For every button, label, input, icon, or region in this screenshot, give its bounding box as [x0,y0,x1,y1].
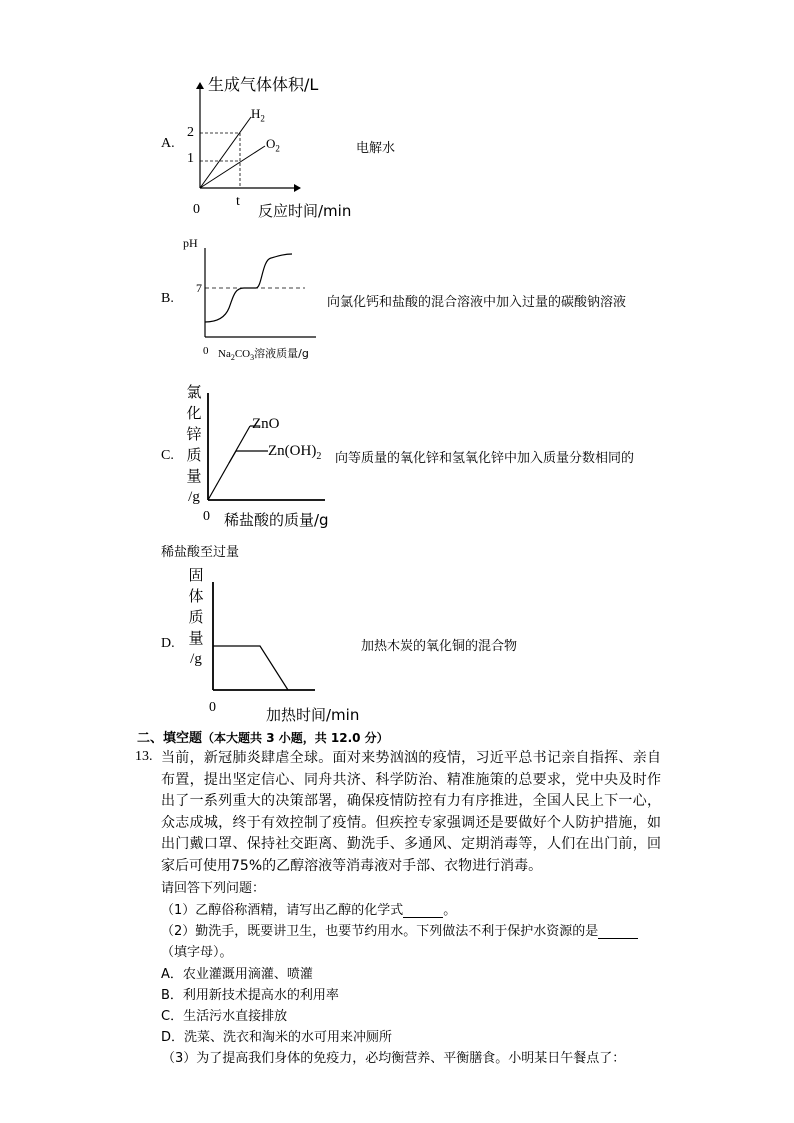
sub-question-2: （2）勤洗手，既要讲卫生，也要节约用水。下列做法不利于保护水资源的是 [161,920,638,939]
option-c-description: 向等质量的氧化锌和氢氧化锌中加入质量分数相同的 [335,451,635,466]
option-b-letter: B. [161,291,174,306]
section-header [137,727,389,746]
option-a-h2-label: $H_2$ [251,106,265,124]
option-d-xlabel: 加热时间/min [266,706,360,724]
option-c-znoh2-label: $Zn(OH)_2$ [268,443,322,462]
option-c-origin: 0 [203,509,210,524]
option-d-ylabel: 固 体 质 量 /g [188,566,204,667]
option-a-origin: 0 [193,202,200,217]
question-number: 13. [135,749,153,764]
choice-c: C．生活污水直接排放 [161,1009,288,1024]
choice-a: A．农业灌溉用滴灌、喷灌 [161,967,313,982]
option-a-letter: A. [161,136,175,151]
choice-d: D．洗菜、洗衣和淘米的水可用来冲厕所 [161,1030,393,1045]
option-c-letter: C. [161,448,174,463]
option-d-description: 加热木炭的氧化铜的混合物 [361,639,518,654]
option-a-tick-1: 1 [187,151,194,166]
option-b-ylabel: pH [183,236,198,250]
option-d-letter: D. [161,636,175,651]
question-paragraph: 当前，新冠肺炎肆虐全球。面对来势汹汹的疫情，习近平总书记亲自指挥、亲自布置，提出坚定信心、同舟共济、科学防治、精准施策的总要求，党中央及时作出了一系列重大的决策部署，确保疫情防控有力有序推进，全国人民上下一心，众志成城，终于有效控制了疫情。但疾控专家强调还是要做好个人防护措施，如出门戴口罩、保持社交距离、勤洗手、多通风、定期消毒等，人们在出门前，回家后可使用75%的乙醇溶液等消毒液对手部、衣物进行消毒。 [161,750,661,874]
sub-question-2-cont: （填字母）。 [161,945,233,960]
option-b-origin: 0 [203,345,209,357]
sub-question-1: （1）乙醇俗称酒精，请写出乙醇的化学式 。 [161,903,457,918]
option-a-tick-2: 2 [187,125,194,140]
option-a-xlabel: 反应时间/min [258,202,352,220]
option-b-description: 向氯化钙和盐酸的混合溶液中加入过量的碳酸钠溶液 [327,295,627,310]
option-b-tick-7: 7 [196,281,202,295]
section-title: 二、填空题 [137,731,203,746]
answer-blank-1[interactable] [403,901,443,918]
option-d-curve [213,646,288,690]
option-a-description: 电解水 [356,141,396,156]
option-a-t-tick: t [236,194,240,209]
option-d-origin: 0 [209,700,216,715]
answer-blank-2[interactable] [598,922,638,939]
option-a-ylabel: 生成气体体积/L [208,75,319,94]
choice-b: B．利用新技术提高水的利用率 [161,988,339,1003]
option-a-o2-label: $O_2$ [266,136,280,154]
option-c-zno-label: ZnO [252,416,280,432]
question-prompt: 请回答下列问题： [161,881,266,896]
option-c-ylabel: 氯 化 锌 质 量 /g [186,383,202,505]
option-b-xlabel: $Na_2CO_3$溶液质量/g [218,347,309,363]
section-info: （本大题共 3 小题，共 12.0 分） [202,731,389,745]
option-c-xlabel: 稀盐酸的质量/g [224,511,329,529]
sub-question-3: （3）为了提高我们身体的免疫力，必均衡营养、平衡膳食。小明某日午餐点了： [162,1051,626,1066]
option-c-description-cont: 稀盐酸至过量 [161,545,240,560]
